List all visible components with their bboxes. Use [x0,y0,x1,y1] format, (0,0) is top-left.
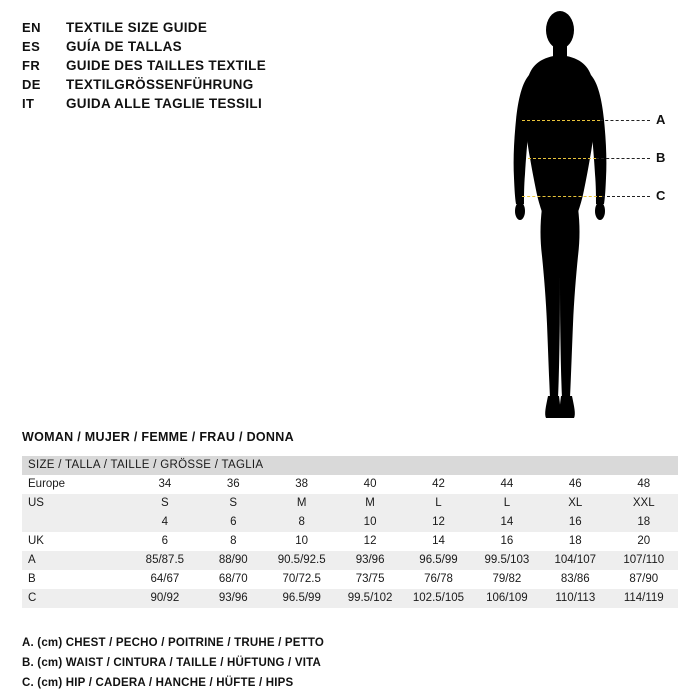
cell: L [473,494,541,513]
cell: 44 [473,475,541,494]
table-row [22,475,678,494]
title-text-it: GUIDA ALLE TAGLIE TESSILI [66,96,262,111]
measure-line-waist [528,158,596,159]
title-row-it [22,96,442,115]
cell: 34 [131,475,199,494]
section-title: WOMAN / MUJER / FEMME / FRAU / DONNA [22,430,294,444]
legend-row-c: C. (cm) HIP / CADERA / HANCHE / HÜFTE / HIPS [22,677,294,689]
cell: 48 [610,475,679,494]
table-header-label: SIZE / TALLA / TAILLE / GRÖSSE / TAGLIA [22,456,678,475]
cell: 70/72.5 [267,570,335,589]
title-row-es [22,39,442,58]
leader-line-a [600,120,650,121]
cell: 20 [610,532,679,551]
cell: 14 [404,532,472,551]
cell: 6 [131,532,199,551]
cell: 46 [541,475,609,494]
cell: 14 [473,513,541,532]
cell: 85/87.5 [131,551,199,570]
cell: 99.5/103 [473,551,541,570]
cell: S [131,494,199,513]
title-row-fr [22,58,442,77]
cell: 96.5/99 [267,589,335,608]
table-row [22,513,678,532]
title-row-en [22,20,442,39]
cell: 93/96 [336,551,404,570]
cell: 96.5/99 [404,551,472,570]
language-code-it: IT [22,96,35,111]
measure-line-hip [522,196,602,197]
language-code-de: DE [22,77,41,92]
row-label: C [22,589,131,608]
cell: 8 [199,532,267,551]
cell: 6 [199,513,267,532]
title-text-es: GUÍA DE TALLAS [66,39,182,54]
row-label: US [22,494,131,513]
cell: XXL [610,494,679,513]
female-silhouette-icon [470,8,680,428]
measure-label-a: A [656,112,666,127]
cell: S [199,494,267,513]
title-text-en: TEXTILE SIZE GUIDE [66,20,208,35]
cell: 8 [267,513,335,532]
cell: 12 [336,532,404,551]
cell: 42 [404,475,472,494]
title-block [22,20,442,115]
row-label: UK [22,532,131,551]
row-label: A [22,551,131,570]
table-header-row [22,456,678,475]
table-row [22,551,678,570]
leader-line-c [602,196,650,197]
cell: 36 [199,475,267,494]
cell: 104/107 [541,551,609,570]
leader-line-b [596,158,650,159]
cell: 93/96 [199,589,267,608]
cell: 87/90 [610,570,679,589]
cell: 16 [541,513,609,532]
cell: 99.5/102 [336,589,404,608]
size-table [22,456,678,608]
title-row-de [22,77,442,96]
table-row [22,494,678,513]
cell: 18 [610,513,679,532]
cell: L [404,494,472,513]
language-code-en: EN [22,20,41,35]
legend-row-b: B. (cm) WAIST / CINTURA / TAILLE / HÜFTUNG / VITA [22,657,321,669]
cell: 90/92 [131,589,199,608]
row-label: Europe [22,475,131,494]
title-text-de: TEXTILGRÖSSENFÜHRUNG [66,77,254,92]
table-row [22,570,678,589]
row-label [22,513,131,532]
measure-label-b: B [656,150,666,165]
cell: 10 [336,513,404,532]
cell: 79/82 [473,570,541,589]
cell: 110/113 [541,589,609,608]
cell: 18 [541,532,609,551]
title-text-fr: GUIDE DES TAILLES TEXTILE [66,58,267,73]
cell: 106/109 [473,589,541,608]
cell: M [336,494,404,513]
cell: 12 [404,513,472,532]
cell: 68/70 [199,570,267,589]
table-row [22,589,678,608]
cell: M [267,494,335,513]
cell: 88/90 [199,551,267,570]
table-row [22,532,678,551]
cell: 16 [473,532,541,551]
cell: 40 [336,475,404,494]
legend-row-a: A. (cm) CHEST / PECHO / POITRINE / TRUHE / PETTO [22,637,325,649]
language-code-fr: FR [22,58,41,73]
row-label: B [22,570,131,589]
measurement-legend [22,633,662,693]
language-code-es: ES [22,39,41,54]
cell: 10 [267,532,335,551]
cell: 102.5/105 [404,589,472,608]
cell: 64/67 [131,570,199,589]
cell: 76/78 [404,570,472,589]
measure-label-c: C [656,188,666,203]
cell: 90.5/92.5 [267,551,335,570]
measure-line-chest [522,120,600,121]
cell: 73/75 [336,570,404,589]
cell: XL [541,494,609,513]
cell: 4 [131,513,199,532]
cell: 114/119 [610,589,679,608]
body-figure [470,8,680,428]
cell: 38 [267,475,335,494]
cell: 83/86 [541,570,609,589]
cell: 107/110 [610,551,679,570]
